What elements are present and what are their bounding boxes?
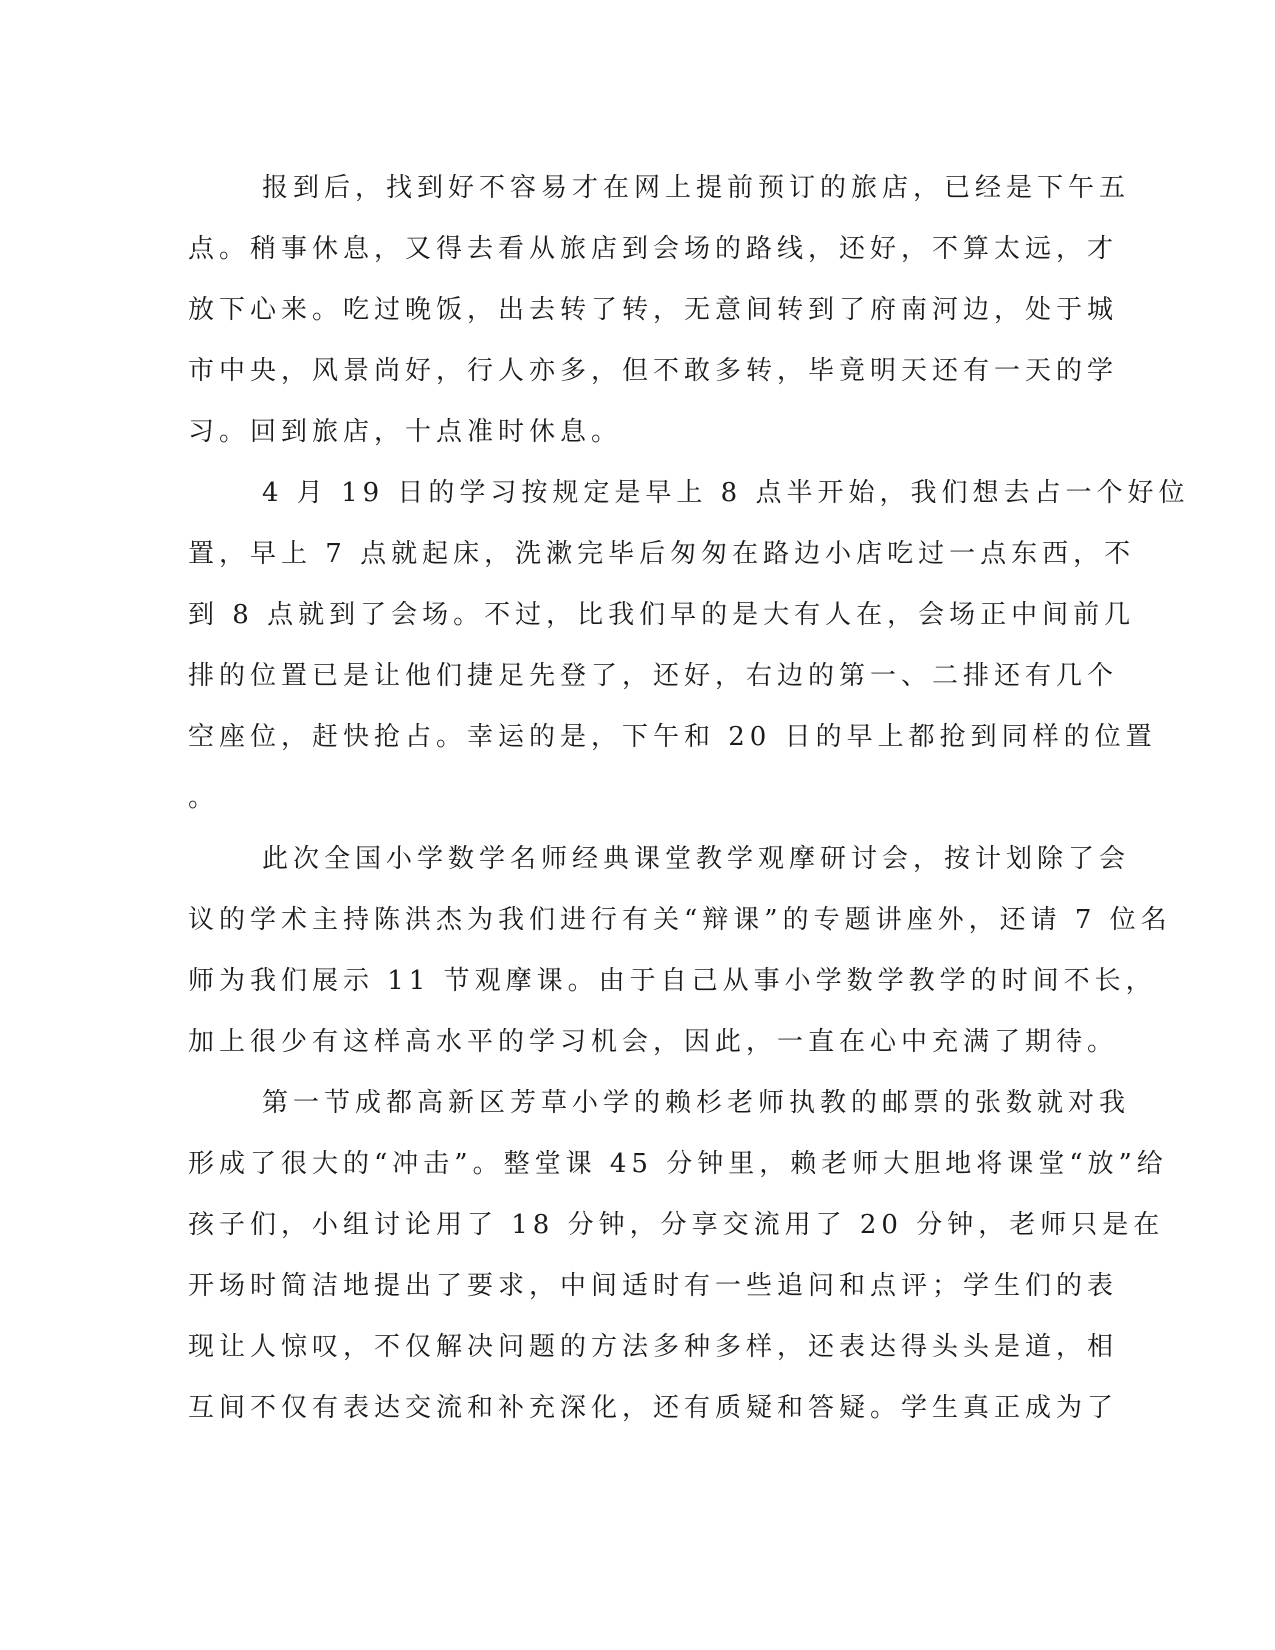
text-line: 加上很少有这样高水平的学习机会，因此，一直在心中充满了期待。 (188, 1027, 1119, 1057)
text-line: 点。稍事休息，又得去看从旅店到会场的路线，还好，不算太远，才 (188, 234, 1119, 264)
text-line: 空座位，赶快抢占。幸运的是，下午和 20 日的早上都抢到同样的位置 (188, 722, 1157, 752)
text-line: 此次全国小学数学名师经典课堂教学观摩研讨会，按计划除了会 (262, 844, 1131, 874)
text-line: 到 8 点就到了会场。不过，比我们早的是大有人在，会场正中间前几 (188, 600, 1136, 630)
text-line: 现让人惊叹，不仅解决问题的方法多种多样，还表达得头头是道，相 (188, 1332, 1119, 1362)
text-line: 市中央，风景尚好，行人亦多，但不敢多转，毕竟明天还有一天的学 (188, 356, 1119, 386)
text-line: 形成了很大的“冲击”。整堂课 45 分钟里，赖老师大胆地将课堂“放”给 (188, 1149, 1168, 1179)
text-line: 。 (188, 783, 220, 813)
text-line: 第一节成都高新区芳草小学的赖杉老师执教的邮票的张数就对我 (262, 1088, 1131, 1118)
paragraph-seminar (188, 829, 1172, 1073)
text-line: 师为我们展示 11 节观摩课。由于自己从事小学数学教学的时间不长， (188, 966, 1157, 996)
text-line: 排的位置已是让他们捷足先登了，还好，右边的第一、二排还有几个 (188, 661, 1119, 691)
text-line: 置，早上 7 点就起床，洗漱完毕后匆匆在路边小店吃过一点东西，不 (188, 539, 1136, 569)
text-line: 报到后，找到好不容易才在网上提前预订的旅店，已经是下午五 (262, 173, 1131, 203)
text-line: 4 月 19 日的学习按规定是早上 8 点半开始，我们想去占一个好位 (262, 478, 1190, 508)
paragraph-first-lesson (188, 1073, 1168, 1439)
text-line: 开场时简洁地提出了要求，中间适时有一些追问和点评；学生们的表 (188, 1271, 1119, 1301)
paragraph-arrival (188, 158, 1131, 463)
text-line: 议的学术主持陈洪杰为我们进行有关“辩课”的专题讲座外，还请 7 位名 (188, 905, 1172, 935)
text-line: 放下心来。吃过晚饭，出去转了转，无意间转到了府南河边，处于城 (188, 295, 1119, 325)
text-line: 习。回到旅店，十点准时休息。 (188, 417, 623, 447)
text-line: 孩子们，小组讨论用了 18 分钟，分享交流用了 20 分钟，老师只是在 (188, 1210, 1165, 1240)
document-body (188, 158, 1190, 1439)
text-line: 互间不仅有表达交流和补充深化，还有质疑和答疑。学生真正成为了 (188, 1393, 1119, 1423)
paragraph-april-19 (188, 463, 1190, 829)
